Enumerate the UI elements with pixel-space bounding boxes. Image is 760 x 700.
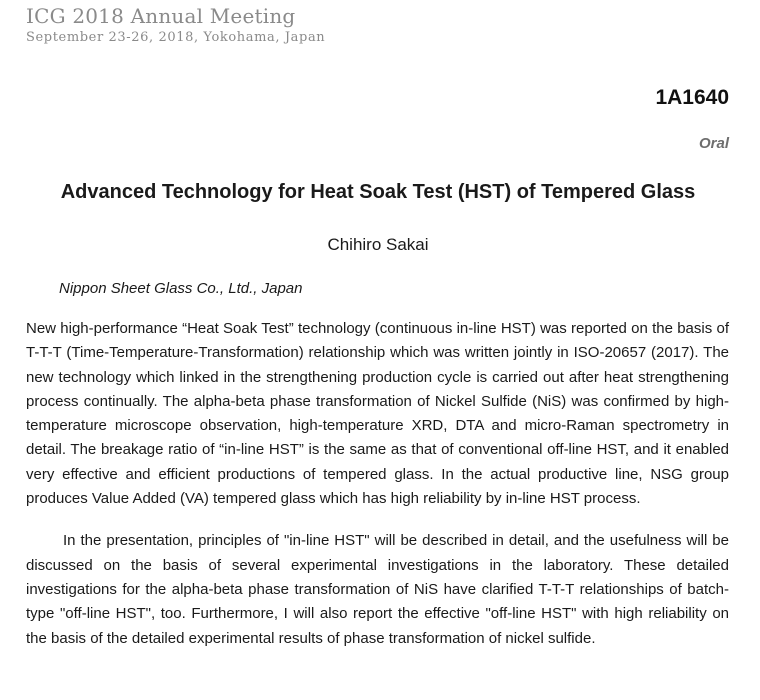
conference-title: ICG 2018 Annual Meeting xyxy=(26,4,296,28)
author-name: Chihiro Sakai xyxy=(327,235,429,254)
paper-id: 1A1640 xyxy=(655,86,729,109)
abstract-paragraph-2: In the presentation, principles of "in-line HST" will be described in detail, and the usefulness will be discussed on the basis of several experimental investigations in the laboratory. These detailed investigations for the alpha-beta phase transformation of NiS have clarified T-T-T relationships of batch-type "off-line HST", too. Furthermore, I will also report the effective "off-line HST" with high reliability on the basis of the detailed experimental results of phase transformation of nickel sulfide. xyxy=(26,532,729,647)
abstract-paragraph-1: New high-performance “Heat Soak Test” technology (continuous in-line HST) was reported on the basis of T-T-T (Time-Temperature-Transformation) relationship which was written jointly in ISO-20657 (2017). The new technology which linked in the strengthening production cycle is carried out after heat strengthening process continually. The alpha-beta phase transformation of Nickel Sulfide (NiS) was confirmed by high-temperature microscope observation, high-temperature XRD, DTA and micro-Raman spectrometry in detail. The breakage ratio of “in-line HST” is the same as that of conventional off-line HST, and it enabled very effective and efficient productions of tempered glass. In the actual productive line, NSG group produces Value Added (VA) tempered glass which has high reliability by in-line HST process. xyxy=(26,320,729,508)
conference-header xyxy=(26,4,325,47)
paper-title: Advanced Technology for Heat Soak Test (HST) of Tempered Glass xyxy=(60,181,696,203)
abstract-body xyxy=(26,317,729,651)
conference-date-location: September 23-26, 2018, Yokohama, Japan xyxy=(26,30,326,45)
session-type: Oral xyxy=(698,135,729,152)
author-affiliation: Nippon Sheet Glass Co., Ltd., Japan xyxy=(59,280,303,297)
